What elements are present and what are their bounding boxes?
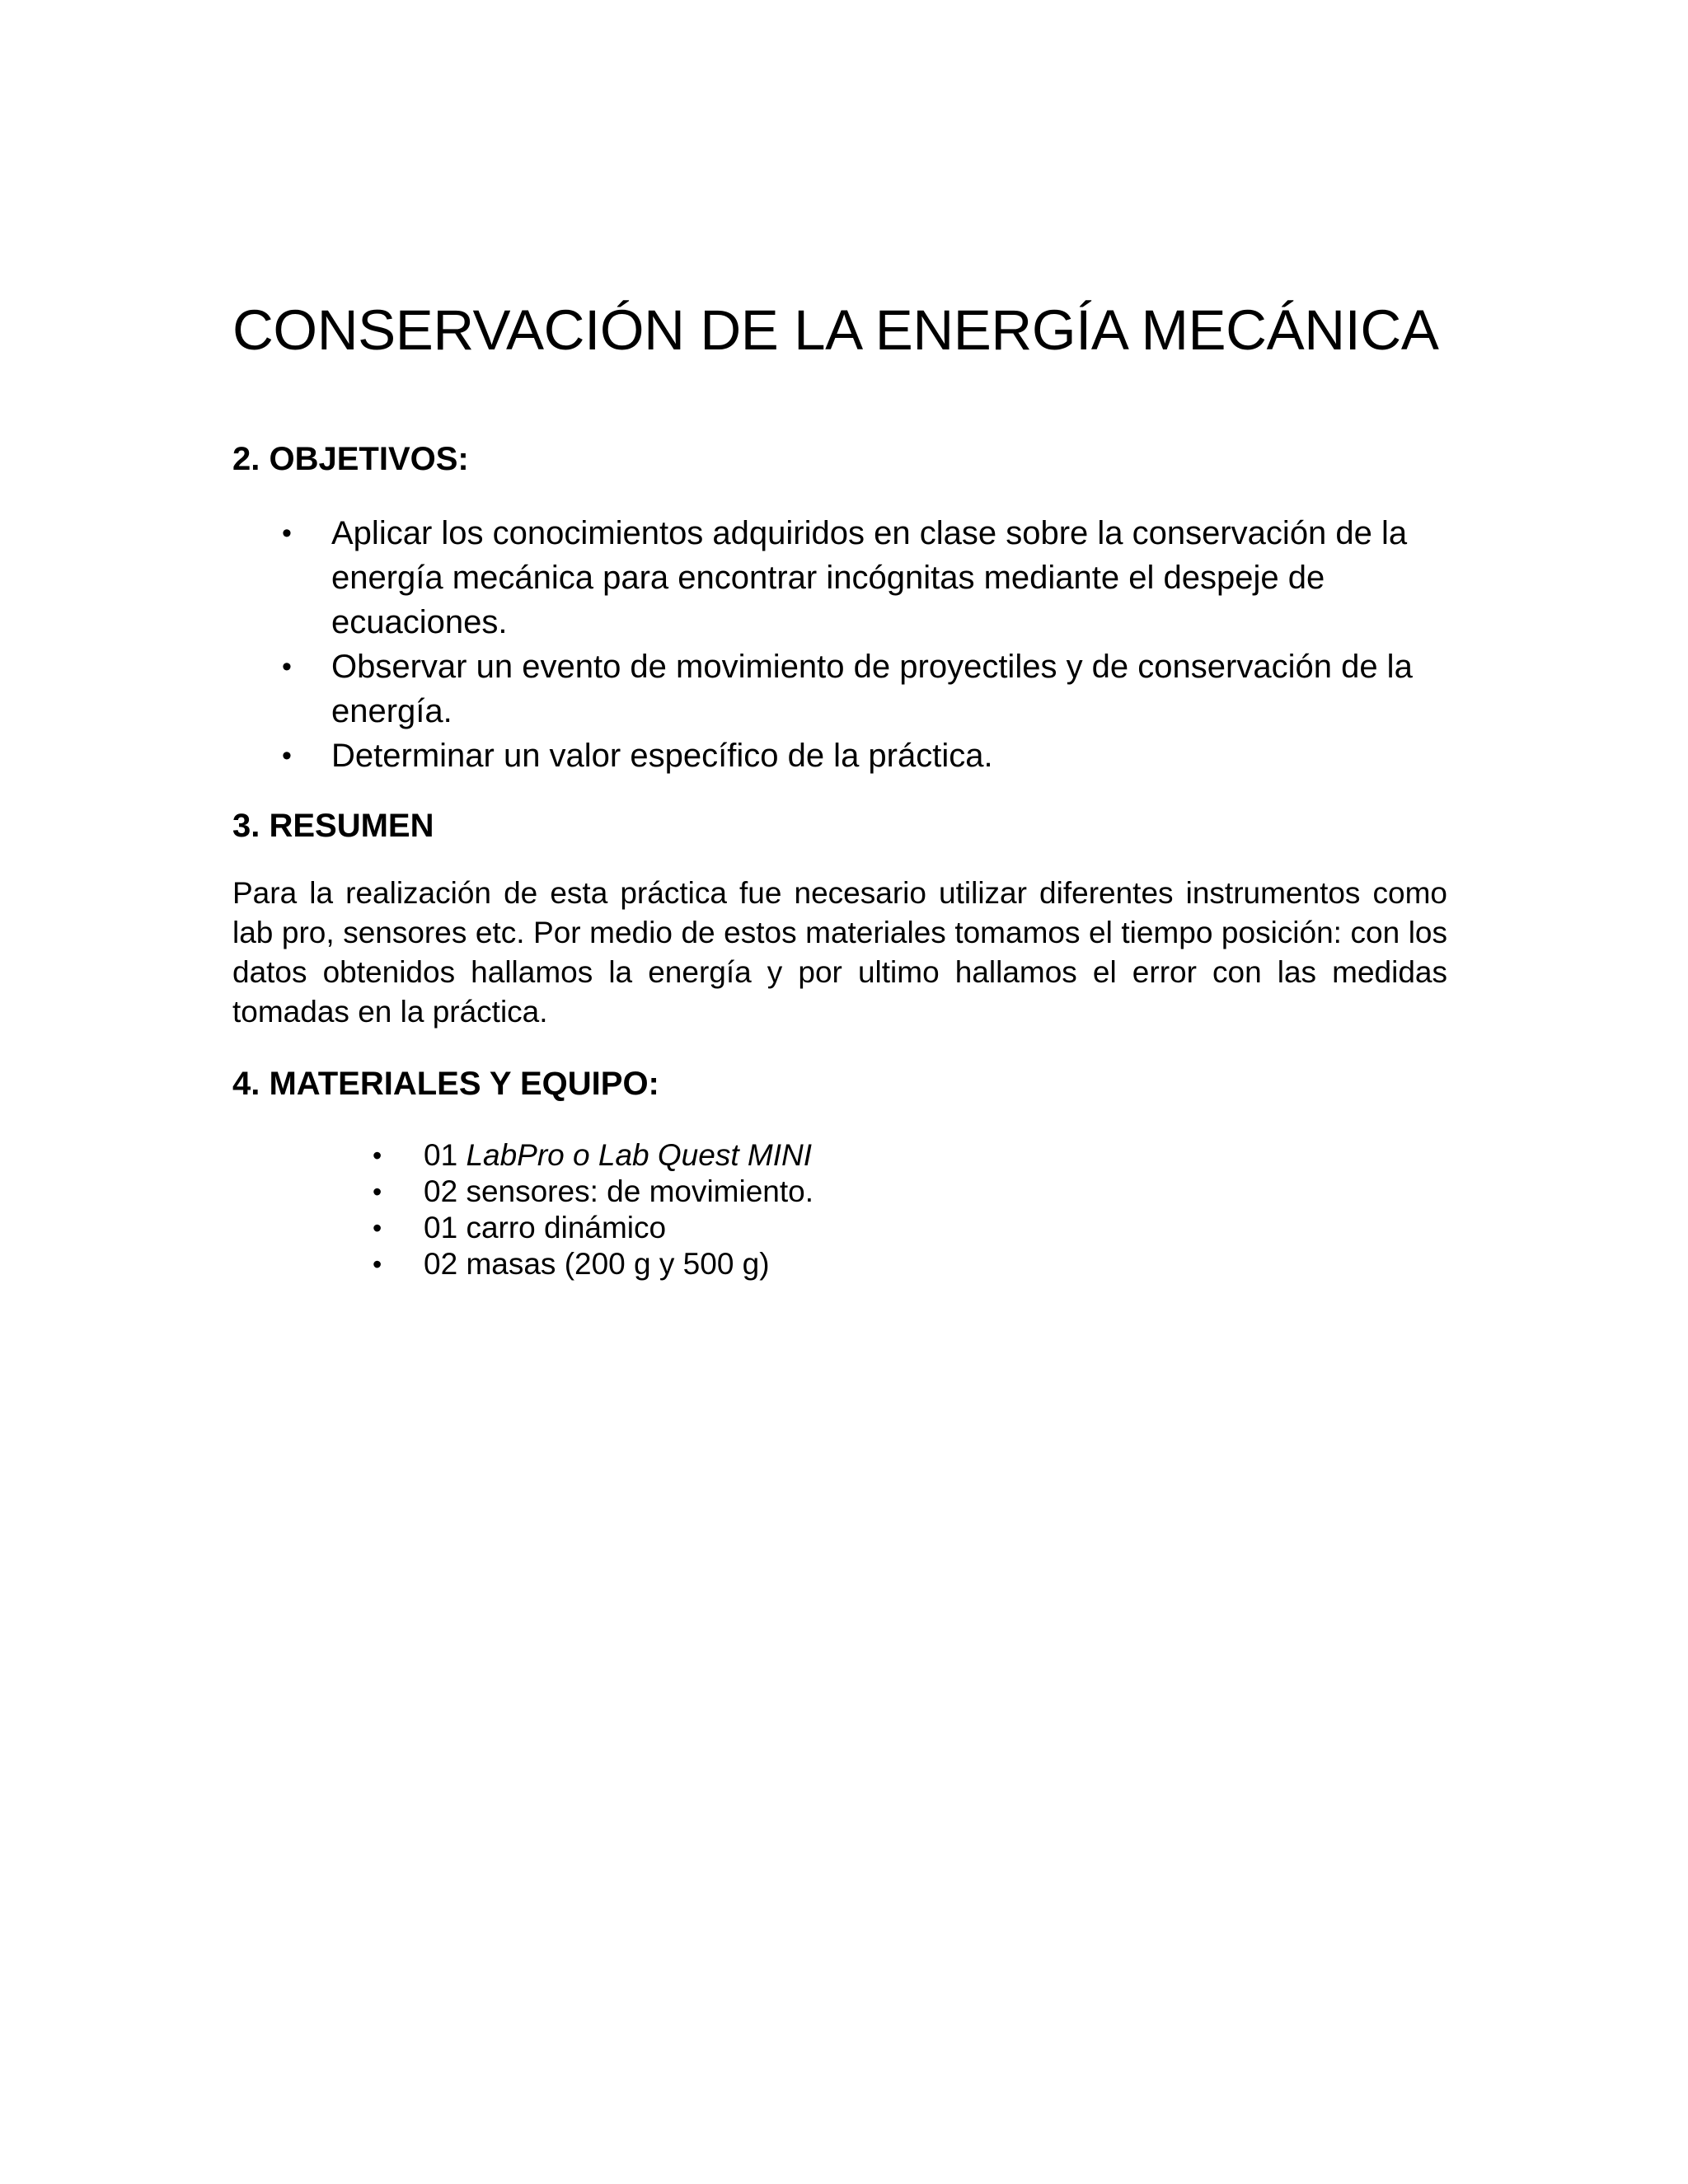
objective-text: Observar un evento de movimiento de proyectiles y de conservación de la energía. (331, 649, 1413, 729)
bullet-icon: • (373, 1213, 382, 1243)
summary-paragraph: Para la realización de esta práctica fue necesario utilizar diferentes instrumentos como lab pro, sensores etc. Por medio de estos materiales tomamos el tiempo posición: con los datos obtenidos hallamos la energía y por ultimo hallamos el error con las medidas tomadas en la práctica. (232, 876, 1447, 1029)
objective-item (232, 733, 1447, 778)
material-text: sensores: de movimiento. (466, 1174, 814, 1208)
objectives-heading: 2. OBJETIVOS: (232, 441, 469, 477)
bullet-icon: • (373, 1177, 382, 1207)
material-text: LabPro o Lab Quest MINI (466, 1138, 812, 1172)
objective-item (232, 644, 1447, 733)
bullet-icon: • (282, 651, 292, 682)
material-item (373, 1137, 814, 1174)
material-item (373, 1174, 814, 1210)
objective-text: Determinar un valor específico de la práctica. (331, 738, 993, 774)
document-title: CONSERVACIÓN DE LA ENERGÍA MECÁNICA (232, 298, 1439, 362)
material-qty: 02 (424, 1174, 458, 1208)
material-qty: 02 (424, 1247, 458, 1281)
material-qty: 01 (424, 1138, 458, 1172)
materials-heading: 4. MATERIALES Y EQUIPO: (232, 1066, 659, 1102)
bullet-icon: • (282, 740, 292, 771)
material-item (373, 1246, 814, 1282)
material-text: masas (200 g y 500 g) (466, 1247, 770, 1281)
objective-item (232, 511, 1447, 644)
material-text: carro dinámico (466, 1211, 667, 1244)
summary-heading: 3. RESUMEN (232, 808, 434, 844)
material-qty: 01 (424, 1211, 458, 1244)
bullet-icon: • (282, 518, 292, 549)
material-item (373, 1210, 814, 1246)
objectives-list (232, 511, 1447, 778)
objective-text: Aplicar los conocimientos adquiridos en clase sobre la conservación de la energía mecánica para encontrar incógnitas mediante el despeje de ecuaciones. (331, 515, 1408, 640)
materials-list (373, 1137, 814, 1282)
bullet-icon: • (373, 1141, 382, 1170)
bullet-icon: • (373, 1249, 382, 1279)
